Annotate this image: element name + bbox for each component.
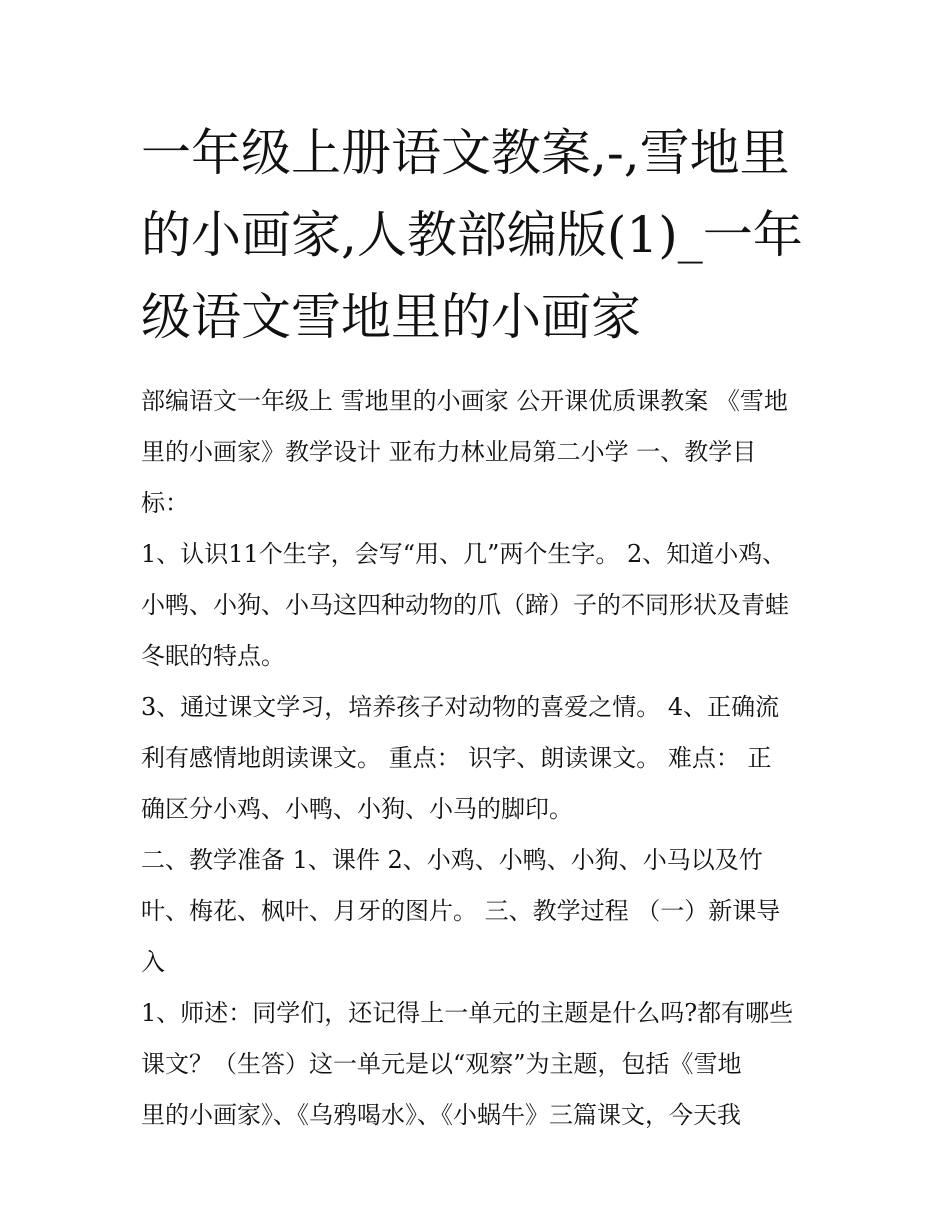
text-line: 入 bbox=[141, 948, 165, 976]
title-line: 一年级上册语文教案,-,雪地里 bbox=[141, 124, 790, 182]
text-line: 叶、梅花、枫叶、月牙的图片。 三、教学过程 （一）新课导 bbox=[141, 897, 781, 925]
text-line: 小鸭、小狗、小马这四种动物的爪（蹄）子的不同形状及青蛙 bbox=[141, 591, 789, 619]
paragraph-goals-1-2 bbox=[141, 529, 821, 682]
text-line: 1、认识11个生字，会写“用、几”两个生字。 2、知道小鸡、 bbox=[141, 540, 787, 568]
title-line: 级语文雪地里的小画家 bbox=[141, 288, 641, 346]
text-line: 标： bbox=[141, 489, 189, 517]
text-line: 冬眠的特点。 bbox=[141, 642, 285, 670]
document-title bbox=[141, 112, 821, 358]
text-line: 1、师述：同学们，还记得上一单元的主题是什么吗?都有哪些 bbox=[141, 999, 794, 1027]
text-line: 里的小画家》、《乌鸦喝水》、《小蜗牛》三篇课文，今天我 bbox=[141, 1101, 741, 1129]
paragraph-intro bbox=[141, 376, 821, 529]
document-page bbox=[141, 112, 821, 1141]
text-line: 部编语文一年级上 雪地里的小画家 公开课优质课教案 《雪地 bbox=[141, 387, 788, 415]
paragraph-intro-lesson bbox=[141, 988, 821, 1141]
text-line: 二、教学准备 1、课件 2、小鸡、小鸭、小狗、小马以及竹 bbox=[141, 846, 763, 874]
paragraph-preparation bbox=[141, 835, 821, 988]
text-line: 里的小画家》教学设计 亚布力林业局第二小学 一、教学目 bbox=[141, 438, 757, 466]
paragraph-goals-3-4 bbox=[141, 682, 821, 835]
text-line: 利有感情地朗读课文。 重点： 识字、朗读课文。 难点： 正 bbox=[141, 744, 772, 772]
text-line: 3、通过课文学习，培养孩子对动物的喜爱之情。 4、正确流 bbox=[141, 693, 780, 721]
title-line: 的小画家,人教部编版(1)_一年 bbox=[141, 206, 803, 264]
text-line: 课文？（生答）这一单元是以“观察”为主题，包括《雪地 bbox=[141, 1050, 742, 1078]
text-line: 确区分小鸡、小鸭、小狗、小马的脚印。 bbox=[141, 795, 573, 823]
document-body bbox=[141, 376, 821, 1141]
